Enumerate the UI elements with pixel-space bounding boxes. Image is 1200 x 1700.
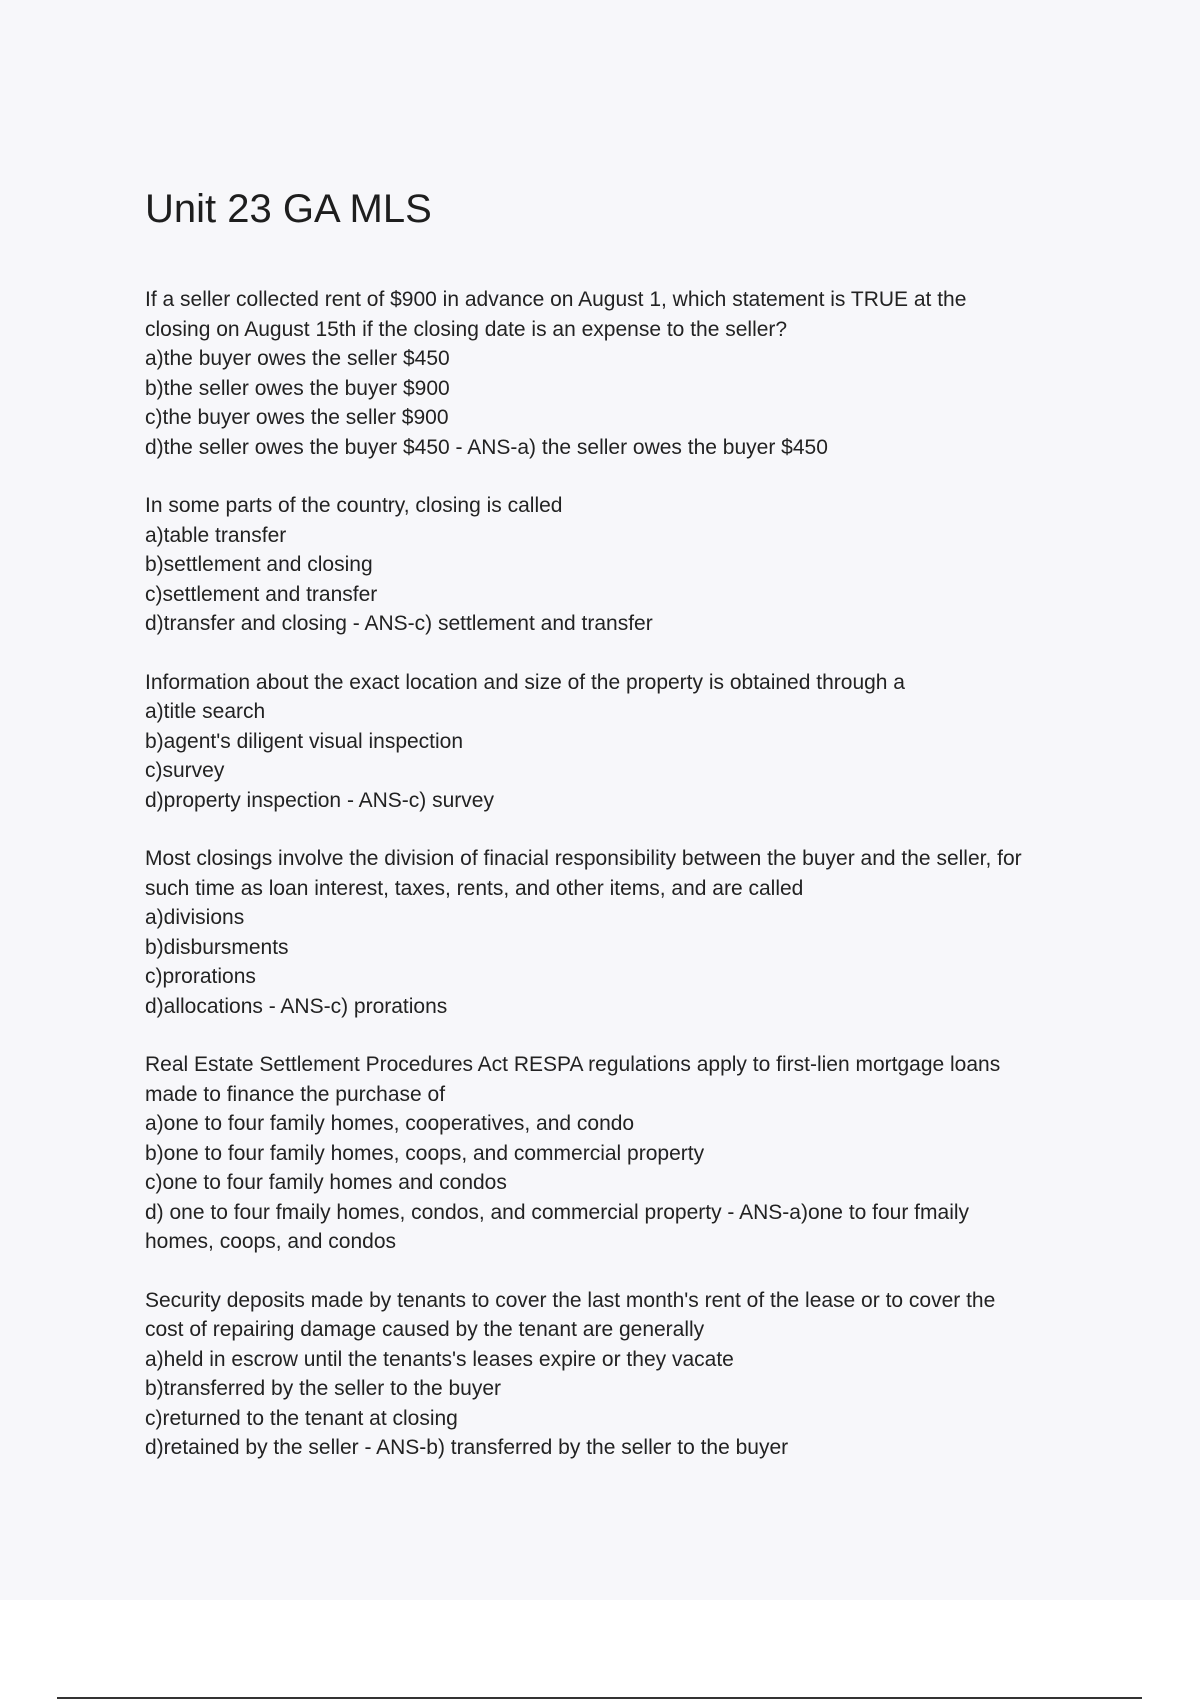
answer-option: a)the buyer owes the seller $450 (145, 347, 450, 370)
document-content (145, 183, 1080, 1492)
question-text: closing on August 15th if the closing date is an expense to the seller? (145, 317, 788, 341)
answer-option: d)allocations - ANS-c) prorations (145, 994, 448, 1018)
question-text: Real Estate Settlement Procedures Act RESPA regulations apply to first-lien mortgage loans (145, 1053, 1001, 1076)
question-text: Security deposits made by tenants to cover the last month's rent of the lease or to cover the (145, 1288, 996, 1312)
answer-option: c)settlement and transfer (145, 582, 378, 606)
question-text: cost of repairing damage caused by the tenant are generally (145, 1318, 705, 1341)
answer-option: b)settlement and closing (145, 553, 373, 576)
question-text: Most closings involve the division of finacial responsibility between the buyer and the seller, for (145, 847, 1022, 870)
answer-option: c)survey (145, 759, 225, 782)
answer-option: a)one to four family homes, cooperatives, and condo (145, 1112, 635, 1135)
answer-option: c)returned to the tenant at closing (145, 1406, 458, 1430)
answer-option: d) one to four fmaily homes, condos, and commercial property - ANS-a)one to four fmaily (145, 1200, 970, 1224)
question-text: If a seller collected rent of $900 in advance on August 1, which statement is TRUE at the (145, 288, 967, 311)
question-text: such time as loan interest, taxes, rents, and other items, and are called (145, 876, 804, 900)
question-6 (145, 1286, 1080, 1463)
answer-option: b)the seller owes the buyer $900 (145, 376, 450, 400)
question-5 (145, 1050, 1080, 1257)
answer-option: a)table transfer (145, 523, 287, 547)
question-4 (145, 844, 1080, 1021)
answer-option: c)one to four family homes and condos (145, 1171, 507, 1194)
answer-option: a)divisions (145, 906, 245, 929)
document-title: Unit 23 GA MLS (145, 187, 432, 231)
answer-option: c)the buyer owes the seller $900 (145, 406, 449, 429)
footer-divider (57, 1697, 1142, 1699)
question-text: made to finance the purchase of (145, 1082, 446, 1106)
answer-option: a)held in escrow until the tenants's leases expire or they vacate (145, 1347, 734, 1371)
question-2 (145, 491, 1080, 639)
question-text: Information about the exact location and size of the property is obtained through a (145, 670, 905, 694)
answer-option: b)transferred by the seller to the buyer (145, 1377, 502, 1400)
answer-option: d)the seller owes the buyer $450 - ANS-a) the seller owes the buyer $450 (145, 435, 828, 459)
answer-option: homes, coops, and condos (145, 1230, 396, 1253)
answer-option: d)property inspection - ANS-c) survey (145, 788, 494, 812)
question-1 (145, 285, 1080, 462)
answer-option: c)prorations (145, 965, 256, 988)
answer-option: b)agent's diligent visual inspection (145, 729, 464, 753)
answer-option: b)disbursments (145, 935, 289, 959)
answer-option: d)retained by the seller - ANS-b) transferred by the seller to the buyer (145, 1436, 789, 1459)
question-text: In some parts of the country, closing is called (145, 494, 563, 517)
answer-option: a)title search (145, 700, 266, 723)
question-3 (145, 668, 1080, 816)
answer-option: b)one to four family homes, coops, and commercial property (145, 1141, 705, 1165)
answer-option: d)transfer and closing - ANS-c) settlement and transfer (145, 612, 653, 635)
